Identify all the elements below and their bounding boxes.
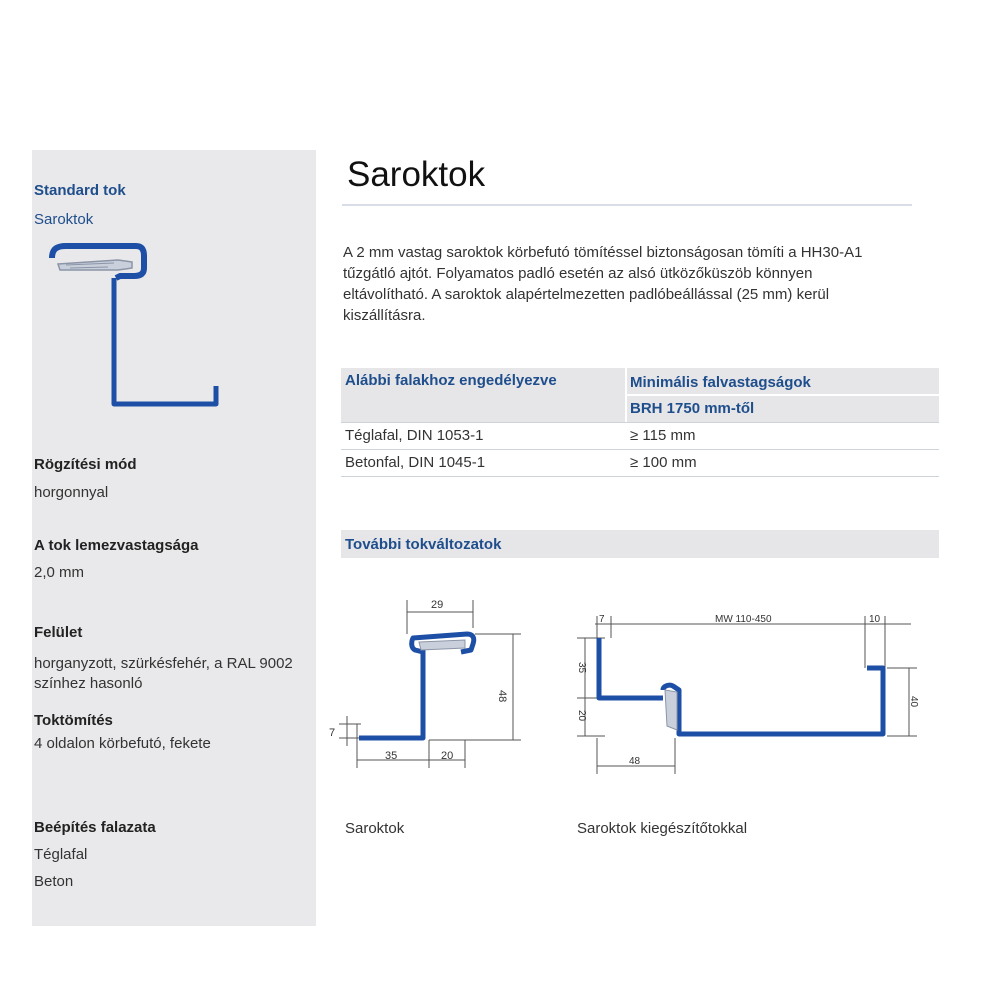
dim-20: 20 — [576, 710, 587, 722]
spec-value-wall-line2: Beton — [34, 873, 74, 890]
sidebar-selected-item[interactable]: Saroktok — [34, 211, 94, 228]
table-header-min: Minimális falvastagságok — [630, 374, 811, 391]
table-cell-wall: Téglafal, DIN 1053-1 — [345, 427, 484, 444]
table-subheader-min: BRH 1750 mm-től — [630, 400, 755, 417]
intro-line: A 2 mm vastag saroktok körbefutó tömítéssel biztonságosan tömíti a HH30-A1 — [343, 244, 863, 261]
profile-thumbnail — [48, 238, 228, 413]
dim-mw: MW 110-450 — [715, 614, 772, 625]
spec-label-thickness: A tok lemezvastagsága — [34, 537, 199, 554]
spec-label-mounting: Rögzítési mód — [34, 456, 137, 473]
dim-7: 7 — [329, 727, 336, 739]
sidebar-category: Standard tok — [34, 182, 126, 199]
table-cell-min: ≥ 115 mm — [630, 427, 696, 444]
table-divider — [341, 449, 939, 450]
dim-29: 29 — [431, 599, 444, 611]
table-header-walls: Alábbi falakhoz engedélyezve — [345, 372, 557, 389]
spec-label-seal: Toktömítés — [34, 712, 113, 729]
dim-48: 48 — [496, 690, 508, 703]
table-divider — [341, 476, 939, 477]
drawing-saroktok — [325, 590, 525, 775]
intro-line: eltávolítható. A saroktok alapértelmezetten padlóbeállással (25 mm) kerül — [343, 286, 830, 303]
spec-value-surface-line2: színhez hasonló — [34, 675, 143, 692]
dim-20: 20 — [441, 750, 454, 762]
title-divider — [342, 204, 912, 206]
dim-7: 7 — [599, 614, 605, 625]
dim-35: 35 — [576, 662, 587, 674]
spec-label-surface: Felület — [34, 624, 83, 641]
sidebar — [32, 150, 316, 926]
dim-10: 10 — [869, 614, 881, 625]
dim-48: 48 — [629, 756, 641, 767]
page-title: Saroktok — [347, 155, 486, 194]
spec-value-surface-line1: horganyzott, szürkésfehér, a RAL 9002 — [34, 655, 293, 672]
intro-line: tűzgátló ajtót. Folyamatos padló esetén az alsó ütközőküszöb könnyen — [343, 265, 813, 282]
spec-label-wall: Beépítés falazata — [34, 819, 156, 836]
spec-value-mounting: horgonnyal — [34, 484, 109, 501]
spec-value-wall-line1: Téglafal — [34, 846, 88, 863]
dim-40: 40 — [908, 696, 919, 708]
table-cell-min: ≥ 100 mm — [630, 454, 697, 471]
drawing-saroktok-with-extension — [575, 610, 920, 780]
dim-35: 35 — [385, 750, 398, 762]
spec-value-thickness: 2,0 mm — [34, 564, 85, 581]
caption-saroktok-extension: Saroktok kiegészítőtokkal — [577, 820, 748, 837]
variants-section-header — [341, 530, 939, 558]
variants-title: További tokváltozatok — [345, 536, 502, 553]
intro-text — [343, 242, 923, 326]
spec-value-seal: 4 oldalon körbefutó, fekete — [34, 735, 211, 752]
table-cell-wall: Betonfal, DIN 1045-1 — [345, 454, 486, 471]
intro-line: kiszállításra. — [343, 307, 426, 324]
caption-saroktok: Saroktok — [345, 820, 405, 837]
table-divider — [341, 422, 939, 423]
